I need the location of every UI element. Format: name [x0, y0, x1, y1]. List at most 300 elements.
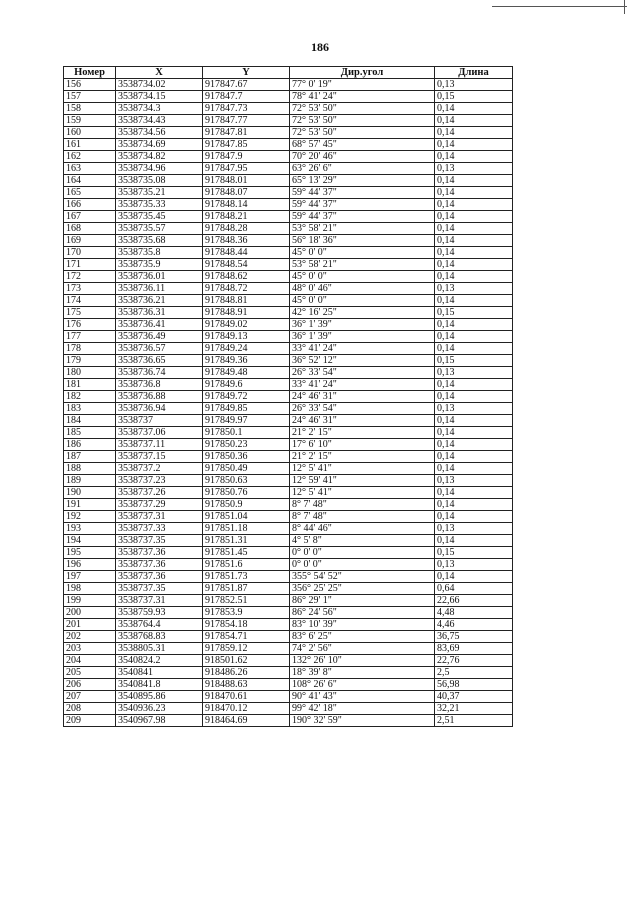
- cell-length: 0,14: [435, 343, 513, 355]
- cell-length: 0,14: [435, 235, 513, 247]
- cell-x: 3540967.98: [116, 715, 203, 727]
- cell-number: 205: [64, 667, 116, 679]
- cell-y: 918488.63: [203, 679, 290, 691]
- cell-number: 174: [64, 295, 116, 307]
- cell-number: 161: [64, 139, 116, 151]
- cell-direction-angle: 77° 0' 19": [290, 79, 435, 91]
- cell-length: 56,98: [435, 679, 513, 691]
- cell-y: 917850.49: [203, 463, 290, 475]
- cell-number: 179: [64, 355, 116, 367]
- cell-length: 0,13: [435, 163, 513, 175]
- cell-y: 917848.36: [203, 235, 290, 247]
- cell-x: 3540841.8: [116, 679, 203, 691]
- cell-y: 917850.1: [203, 427, 290, 439]
- cell-number: 197: [64, 571, 116, 583]
- cell-x: 3538735.08: [116, 175, 203, 187]
- cell-number: 175: [64, 307, 116, 319]
- cell-direction-angle: 108° 26' 6": [290, 679, 435, 691]
- cell-x: 3538764.4: [116, 619, 203, 631]
- cell-number: 191: [64, 499, 116, 511]
- cell-y: 917849.48: [203, 367, 290, 379]
- cell-length: 0,14: [435, 175, 513, 187]
- cell-y: 918464.69: [203, 715, 290, 727]
- cell-direction-angle: 99° 42' 18": [290, 703, 435, 715]
- cell-number: 162: [64, 151, 116, 163]
- cell-length: 0,13: [435, 475, 513, 487]
- cell-direction-angle: 56° 18' 36": [290, 235, 435, 247]
- cell-direction-angle: 26° 33' 54": [290, 367, 435, 379]
- cell-y: 917848.72: [203, 283, 290, 295]
- cell-x: 3538734.3: [116, 103, 203, 115]
- table-row: [64, 571, 513, 583]
- cell-x: 3538735.57: [116, 223, 203, 235]
- cell-direction-angle: 21° 2' 15": [290, 451, 435, 463]
- cell-length: 2,5: [435, 667, 513, 679]
- cell-y: 917847.77: [203, 115, 290, 127]
- cell-length: 0,14: [435, 571, 513, 583]
- cell-direction-angle: 26° 33' 54": [290, 403, 435, 415]
- cell-number: 190: [64, 487, 116, 499]
- cell-number: 209: [64, 715, 116, 727]
- cell-x: 3538737.36: [116, 547, 203, 559]
- cell-direction-angle: 36° 1' 39": [290, 319, 435, 331]
- table-row: [64, 199, 513, 211]
- cell-length: 0,14: [435, 331, 513, 343]
- cell-direction-angle: 18° 39' 8": [290, 667, 435, 679]
- coordinates-table: [63, 66, 513, 727]
- cell-x: 3540936.23: [116, 703, 203, 715]
- cell-number: 170: [64, 247, 116, 259]
- cell-x: 3538736.21: [116, 295, 203, 307]
- cell-direction-angle: 90° 41' 43": [290, 691, 435, 703]
- table-row: [64, 403, 513, 415]
- cell-number: 182: [64, 391, 116, 403]
- cell-number: 177: [64, 331, 116, 343]
- cell-y: 917849.24: [203, 343, 290, 355]
- cell-y: 918470.12: [203, 703, 290, 715]
- table-row: [64, 655, 513, 667]
- table-row: [64, 295, 513, 307]
- cell-x: 3538734.56: [116, 127, 203, 139]
- cell-direction-angle: 36° 52' 12": [290, 355, 435, 367]
- table-row: [64, 331, 513, 343]
- table-row: [64, 271, 513, 283]
- cell-y: 917848.54: [203, 259, 290, 271]
- cell-direction-angle: 72° 53' 50": [290, 115, 435, 127]
- cell-x: 3538734.02: [116, 79, 203, 91]
- cell-x: 3538736.94: [116, 403, 203, 415]
- cell-direction-angle: 59° 44' 37": [290, 187, 435, 199]
- cell-x: 3538737.26: [116, 487, 203, 499]
- table-row: [64, 151, 513, 163]
- cell-direction-angle: 24° 46' 31": [290, 415, 435, 427]
- cell-direction-angle: 86° 24' 56": [290, 607, 435, 619]
- cell-direction-angle: 53° 58' 21": [290, 259, 435, 271]
- table-row: [64, 343, 513, 355]
- cell-number: 183: [64, 403, 116, 415]
- cell-x: 3538737: [116, 415, 203, 427]
- cell-length: 0,14: [435, 463, 513, 475]
- cell-length: 0,14: [435, 127, 513, 139]
- cell-length: 0,15: [435, 91, 513, 103]
- table-row: [64, 619, 513, 631]
- table-row: [64, 559, 513, 571]
- cell-number: 193: [64, 523, 116, 535]
- cell-number: 189: [64, 475, 116, 487]
- cell-y: 917847.85: [203, 139, 290, 151]
- cell-number: 169: [64, 235, 116, 247]
- cell-y: 917848.44: [203, 247, 290, 259]
- table-row: [64, 175, 513, 187]
- cell-direction-angle: 65° 13' 29": [290, 175, 435, 187]
- cell-number: 158: [64, 103, 116, 115]
- cell-direction-angle: 45° 0' 0": [290, 247, 435, 259]
- cell-number: 159: [64, 115, 116, 127]
- cell-y: 917847.9: [203, 151, 290, 163]
- cell-direction-angle: 190° 32' 59": [290, 715, 435, 727]
- table-row: [64, 679, 513, 691]
- cell-direction-angle: 83° 6' 25": [290, 631, 435, 643]
- cell-number: 184: [64, 415, 116, 427]
- cell-direction-angle: 59° 44' 37": [290, 199, 435, 211]
- cell-y: 917851.87: [203, 583, 290, 595]
- cell-direction-angle: 33° 41' 24": [290, 379, 435, 391]
- cell-length: 0,14: [435, 487, 513, 499]
- cell-y: 917848.91: [203, 307, 290, 319]
- cell-number: 180: [64, 367, 116, 379]
- cell-length: 0,14: [435, 139, 513, 151]
- cell-number: 195: [64, 547, 116, 559]
- table-row: [64, 463, 513, 475]
- cell-length: 32,21: [435, 703, 513, 715]
- cell-direction-angle: 24° 46' 31": [290, 391, 435, 403]
- cell-x: 3538735.45: [116, 211, 203, 223]
- cell-number: 202: [64, 631, 116, 643]
- cell-number: 188: [64, 463, 116, 475]
- table-row: [64, 139, 513, 151]
- cell-x: 3538735.68: [116, 235, 203, 247]
- cell-y: 917847.67: [203, 79, 290, 91]
- cell-number: 156: [64, 79, 116, 91]
- cell-x: 3538734.69: [116, 139, 203, 151]
- cell-length: 22,66: [435, 595, 513, 607]
- cell-length: 0,13: [435, 283, 513, 295]
- cell-x: 3538737.33: [116, 523, 203, 535]
- cell-number: 208: [64, 703, 116, 715]
- cell-x: 3538736.88: [116, 391, 203, 403]
- cell-length: 2,51: [435, 715, 513, 727]
- table-row: [64, 307, 513, 319]
- table-row: [64, 535, 513, 547]
- cell-y: 917851.6: [203, 559, 290, 571]
- table-row: [64, 427, 513, 439]
- header-direction-angle: Дир.угол: [290, 67, 435, 79]
- cell-y: 917849.85: [203, 403, 290, 415]
- cell-x: 3538737.29: [116, 499, 203, 511]
- cell-length: 0,14: [435, 427, 513, 439]
- cell-y: 917850.36: [203, 451, 290, 463]
- cell-direction-angle: 356° 25' 25": [290, 583, 435, 595]
- cell-x: 3538737.31: [116, 511, 203, 523]
- cell-length: 0,14: [435, 271, 513, 283]
- table-row: [64, 259, 513, 271]
- cell-y: 917847.95: [203, 163, 290, 175]
- cell-direction-angle: 63° 26' 6": [290, 163, 435, 175]
- cell-length: 0,13: [435, 559, 513, 571]
- cell-x: 3538737.36: [116, 559, 203, 571]
- cell-x: 3538735.8: [116, 247, 203, 259]
- scan-corner-line-horizontal: [492, 6, 627, 7]
- table-row: [64, 523, 513, 535]
- cell-x: 3538737.23: [116, 475, 203, 487]
- header-x: X: [116, 67, 203, 79]
- cell-number: 192: [64, 511, 116, 523]
- table-row: [64, 511, 513, 523]
- cell-direction-angle: 72° 53' 50": [290, 127, 435, 139]
- cell-length: 0,14: [435, 439, 513, 451]
- cell-x: 3538737.36: [116, 571, 203, 583]
- cell-number: 187: [64, 451, 116, 463]
- cell-y: 918486.26: [203, 667, 290, 679]
- cell-direction-angle: 59° 44' 37": [290, 211, 435, 223]
- cell-length: 22,76: [435, 655, 513, 667]
- cell-number: 204: [64, 655, 116, 667]
- cell-x: 3538737.2: [116, 463, 203, 475]
- cell-x: 3538735.21: [116, 187, 203, 199]
- cell-y: 917851.45: [203, 547, 290, 559]
- cell-number: 172: [64, 271, 116, 283]
- table-row: [64, 583, 513, 595]
- cell-length: 0,14: [435, 151, 513, 163]
- cell-y: 917848.62: [203, 271, 290, 283]
- cell-number: 163: [64, 163, 116, 175]
- cell-direction-angle: 0° 0' 0": [290, 547, 435, 559]
- cell-direction-angle: 48° 0' 46": [290, 283, 435, 295]
- table-row: [64, 223, 513, 235]
- table-row: [64, 163, 513, 175]
- table-row: [64, 415, 513, 427]
- table-row: [64, 703, 513, 715]
- cell-direction-angle: 36° 1' 39": [290, 331, 435, 343]
- table-row: [64, 643, 513, 655]
- cell-x: 3538734.96: [116, 163, 203, 175]
- cell-x: 3538737.35: [116, 583, 203, 595]
- table-row: [64, 211, 513, 223]
- cell-number: 200: [64, 607, 116, 619]
- cell-direction-angle: 12° 5' 41": [290, 487, 435, 499]
- table-body: [64, 79, 513, 727]
- cell-direction-angle: 33° 41' 24": [290, 343, 435, 355]
- cell-x: 3538736.8: [116, 379, 203, 391]
- cell-y: 917851.73: [203, 571, 290, 583]
- cell-direction-angle: 8° 44' 46": [290, 523, 435, 535]
- header-length: Длина: [435, 67, 513, 79]
- table-row: [64, 379, 513, 391]
- table-row: [64, 475, 513, 487]
- header-y: Y: [203, 67, 290, 79]
- header-number: Номер: [64, 67, 116, 79]
- cell-number: 206: [64, 679, 116, 691]
- table-row: [64, 499, 513, 511]
- cell-length: 83,69: [435, 643, 513, 655]
- cell-y: 917848.07: [203, 187, 290, 199]
- cell-number: 198: [64, 583, 116, 595]
- cell-number: 207: [64, 691, 116, 703]
- cell-direction-angle: 42° 16' 25": [290, 307, 435, 319]
- cell-direction-angle: 12° 59' 41": [290, 475, 435, 487]
- cell-y: 917854.18: [203, 619, 290, 631]
- cell-direction-angle: 74° 2' 56": [290, 643, 435, 655]
- cell-y: 917848.28: [203, 223, 290, 235]
- cell-y: 917851.04: [203, 511, 290, 523]
- cell-x: 3538734.15: [116, 91, 203, 103]
- cell-length: 0,13: [435, 523, 513, 535]
- cell-x: 3538768.83: [116, 631, 203, 643]
- cell-x: 3538735.33: [116, 199, 203, 211]
- cell-y: 917849.97: [203, 415, 290, 427]
- cell-x: 3538737.35: [116, 535, 203, 547]
- table-row: [64, 319, 513, 331]
- cell-y: 917849.6: [203, 379, 290, 391]
- cell-y: 917849.13: [203, 331, 290, 343]
- cell-x: 3538734.82: [116, 151, 203, 163]
- cell-direction-angle: 72° 53' 50": [290, 103, 435, 115]
- cell-y: 917850.23: [203, 439, 290, 451]
- table-row: [64, 115, 513, 127]
- cell-direction-angle: 83° 10' 39": [290, 619, 435, 631]
- cell-y: 917850.63: [203, 475, 290, 487]
- table-row: [64, 283, 513, 295]
- cell-number: 201: [64, 619, 116, 631]
- cell-y: 917853.9: [203, 607, 290, 619]
- cell-length: 0,14: [435, 319, 513, 331]
- cell-length: 0,14: [435, 247, 513, 259]
- table-row: [64, 691, 513, 703]
- cell-x: 3540895.86: [116, 691, 203, 703]
- cell-y: 917851.31: [203, 535, 290, 547]
- cell-y: 917848.21: [203, 211, 290, 223]
- cell-direction-angle: 8° 7' 48": [290, 511, 435, 523]
- cell-direction-angle: 0° 0' 0": [290, 559, 435, 571]
- cell-number: 181: [64, 379, 116, 391]
- cell-x: 3540824.2: [116, 655, 203, 667]
- page-number: 186: [311, 40, 329, 54]
- cell-number: 194: [64, 535, 116, 547]
- cell-direction-angle: 21° 2' 15": [290, 427, 435, 439]
- cell-length: 0,13: [435, 403, 513, 415]
- cell-y: 918501.62: [203, 655, 290, 667]
- table-row: [64, 367, 513, 379]
- cell-x: 3538734.43: [116, 115, 203, 127]
- cell-length: 0,14: [435, 187, 513, 199]
- cell-y: 917850.9: [203, 499, 290, 511]
- cell-length: 0,14: [435, 415, 513, 427]
- cell-direction-angle: 4° 5' 8": [290, 535, 435, 547]
- cell-direction-angle: 70° 20' 46": [290, 151, 435, 163]
- cell-y: 917847.73: [203, 103, 290, 115]
- cell-y: 917848.14: [203, 199, 290, 211]
- cell-x: 3538737.11: [116, 439, 203, 451]
- cell-direction-angle: 132° 26' 10": [290, 655, 435, 667]
- cell-number: 186: [64, 439, 116, 451]
- cell-x: 3538736.49: [116, 331, 203, 343]
- cell-length: 4,48: [435, 607, 513, 619]
- cell-y: 917849.72: [203, 391, 290, 403]
- cell-length: 0,14: [435, 103, 513, 115]
- cell-direction-angle: 45° 0' 0": [290, 295, 435, 307]
- table-row: [64, 595, 513, 607]
- cell-direction-angle: 17° 6' 10": [290, 439, 435, 451]
- cell-y: 917850.76: [203, 487, 290, 499]
- cell-length: 36,75: [435, 631, 513, 643]
- cell-y: 917848.81: [203, 295, 290, 307]
- cell-y: 917851.18: [203, 523, 290, 535]
- cell-length: 0,14: [435, 199, 513, 211]
- cell-y: 917847.81: [203, 127, 290, 139]
- cell-number: 164: [64, 175, 116, 187]
- cell-x: 3538736.57: [116, 343, 203, 355]
- table-row: [64, 235, 513, 247]
- cell-number: 178: [64, 343, 116, 355]
- cell-x: 3538735.9: [116, 259, 203, 271]
- cell-length: 0,13: [435, 367, 513, 379]
- cell-number: 203: [64, 643, 116, 655]
- table-row: [64, 631, 513, 643]
- cell-length: 0,14: [435, 391, 513, 403]
- table-row: [64, 715, 513, 727]
- cell-number: 173: [64, 283, 116, 295]
- table-row: [64, 607, 513, 619]
- cell-x: 3538805.31: [116, 643, 203, 655]
- cell-y: 917848.01: [203, 175, 290, 187]
- cell-x: 3538736.01: [116, 271, 203, 283]
- cell-x: 3538736.41: [116, 319, 203, 331]
- cell-number: 196: [64, 559, 116, 571]
- table-row: [64, 439, 513, 451]
- cell-x: 3538736.65: [116, 355, 203, 367]
- table-row: [64, 91, 513, 103]
- cell-y: 917859.12: [203, 643, 290, 655]
- cell-direction-angle: 86° 29' 1": [290, 595, 435, 607]
- cell-length: 0,15: [435, 307, 513, 319]
- cell-length: 4,46: [435, 619, 513, 631]
- cell-direction-angle: 53° 58' 21": [290, 223, 435, 235]
- table-header-row: [64, 67, 513, 79]
- cell-direction-angle: 78° 41' 24": [290, 91, 435, 103]
- table-row: [64, 487, 513, 499]
- cell-number: 157: [64, 91, 116, 103]
- cell-x: 3538736.31: [116, 307, 203, 319]
- cell-direction-angle: 12° 5' 41": [290, 463, 435, 475]
- table-row: [64, 355, 513, 367]
- cell-number: 199: [64, 595, 116, 607]
- cell-x: 3538759.93: [116, 607, 203, 619]
- table-row: [64, 547, 513, 559]
- table-row: [64, 79, 513, 91]
- cell-number: 160: [64, 127, 116, 139]
- cell-y: 917847.7: [203, 91, 290, 103]
- cell-number: 171: [64, 259, 116, 271]
- table-row: [64, 247, 513, 259]
- cell-y: 917854.71: [203, 631, 290, 643]
- cell-y: 917849.02: [203, 319, 290, 331]
- cell-length: 0,15: [435, 355, 513, 367]
- cell-x: 3540841: [116, 667, 203, 679]
- cell-x: 3538736.74: [116, 367, 203, 379]
- cell-length: 0,14: [435, 259, 513, 271]
- cell-number: 167: [64, 211, 116, 223]
- cell-direction-angle: 68° 57' 45": [290, 139, 435, 151]
